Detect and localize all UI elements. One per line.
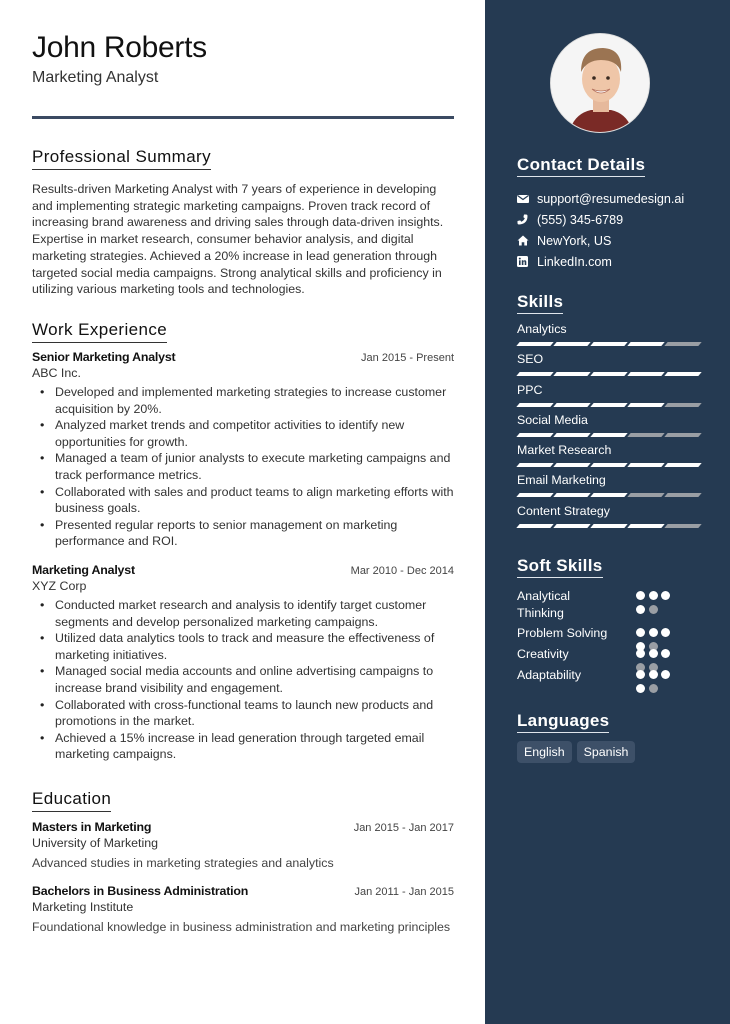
skill-level-segment <box>553 342 590 346</box>
skill-level-segment <box>516 403 553 407</box>
skill-level-segment <box>553 372 590 376</box>
candidate-title: Marketing Analyst <box>32 69 159 86</box>
job-bullet: • Utilized data analytics tools to track and measure the effectiveness of marketing initiatives. <box>32 630 454 663</box>
skill-item <box>517 322 702 352</box>
skill-level-segment <box>590 493 627 497</box>
summary-text: Results-driven Marketing Analyst with 7 years of experience in developing and implementing strategic marketing campaigns. Proven track record of increasing brand awareness and driving sales through data-driven insights. Expertise in market research, consumer behavior analysis, and digital marketing strategies. Achieved a 20% increase in lead generation through targeted social media campaigns. Strong analytical skills and proficiency in utilizing various marketing tools and technologies. <box>32 182 444 297</box>
job-bullet: • Collaborated with sales and product teams to align marketing efforts with business goals. <box>32 484 454 517</box>
skill-level-segment <box>664 342 701 346</box>
profile-photo <box>550 33 650 133</box>
rating-dot <box>636 591 645 600</box>
skill-item <box>517 383 702 413</box>
education-dates: Jan 2011 - Jan 2015 <box>354 886 454 898</box>
home-icon <box>517 235 537 246</box>
contact-linkedin-text: LinkedIn.com <box>537 254 612 269</box>
skill-level-bar <box>517 403 702 407</box>
skill-name: Market Research <box>517 443 612 458</box>
job-title: Senior Marketing Analyst <box>32 350 176 364</box>
education-entry <box>32 884 454 936</box>
soft-skill-rating <box>636 589 686 617</box>
language-chip: English <box>517 741 572 763</box>
header-divider <box>32 116 454 119</box>
skill-item <box>517 443 702 473</box>
envelope-icon <box>517 194 537 204</box>
skill-name: SEO <box>517 352 544 367</box>
rating-dot <box>661 670 670 679</box>
job-entry <box>32 350 454 550</box>
languages-heading: Languages <box>517 711 609 733</box>
rating-dot <box>636 649 645 658</box>
skill-level-bar <box>517 342 702 346</box>
education-description: Foundational knowledge in business administration and marketing principles <box>32 920 451 934</box>
language-chip: Spanish <box>577 741 636 763</box>
soft-skill-item <box>517 625 702 646</box>
contact-heading: Contact Details <box>517 155 645 177</box>
skill-level-segment <box>516 463 553 467</box>
skill-level-segment <box>590 372 627 376</box>
contact-location <box>517 230 684 251</box>
job-bullet: • Managed social media accounts and online advertising campaigns to increase brand visibility and engagement. <box>32 663 454 696</box>
skills-heading: Skills <box>517 292 563 314</box>
soft-skill-item <box>517 646 702 667</box>
job-bullets <box>32 597 454 763</box>
languages-list <box>517 741 635 763</box>
skill-item <box>517 413 702 443</box>
contact-linkedin[interactable] <box>517 251 684 272</box>
skill-level-segment <box>516 342 553 346</box>
skill-level-segment <box>627 493 664 497</box>
avatar-illustration-icon <box>551 34 650 133</box>
job-bullet: • Developed and implemented marketing strategies to increase customer acquisition by 20%. <box>32 384 454 417</box>
summary-heading: Professional Summary <box>32 147 211 170</box>
soft-skills-heading: Soft Skills <box>517 556 603 578</box>
linkedin-icon <box>517 256 537 267</box>
education-entry <box>32 820 454 872</box>
skill-level-segment <box>516 433 553 437</box>
phone-icon <box>517 214 537 225</box>
contact-phone-text: (555) 345-6789 <box>537 212 624 227</box>
soft-skill-rating <box>636 668 686 696</box>
rating-dot <box>636 605 645 614</box>
soft-skills-list <box>517 588 702 688</box>
job-entry <box>32 563 454 763</box>
skill-level-segment <box>516 372 553 376</box>
job-dates: Jan 2015 - Present <box>361 352 454 364</box>
education-heading: Education <box>32 789 111 812</box>
skill-level-bar <box>517 463 702 467</box>
degree: Bachelors in Business Administration <box>32 884 249 898</box>
skill-level-segment <box>664 524 701 528</box>
contact-email[interactable] <box>517 188 684 209</box>
skill-level-segment <box>553 524 590 528</box>
job-bullet: • Conducted market research and analysis to identify target customer segments and develop personalized marketing campaigns. <box>32 597 454 630</box>
skill-level-segment <box>553 403 590 407</box>
skill-level-segment <box>516 493 553 497</box>
job-bullet: • Collaborated with cross-functional teams to launch new products and promotions in the market. <box>32 697 454 730</box>
rating-dot <box>661 628 670 637</box>
skill-name: Email Marketing <box>517 473 606 488</box>
school: University of Marketing <box>32 836 159 850</box>
skill-level-segment <box>516 524 553 528</box>
education-description: Advanced studies in marketing strategies and analytics <box>32 856 334 870</box>
rating-dot <box>661 649 670 658</box>
skill-level-segment <box>664 403 701 407</box>
skill-level-segment <box>627 403 664 407</box>
degree: Masters in Marketing <box>32 820 152 834</box>
skill-level-segment <box>664 493 701 497</box>
skill-level-segment <box>664 433 701 437</box>
skill-level-segment <box>590 433 627 437</box>
soft-skill-name: Creativity <box>517 647 569 661</box>
job-bullets <box>32 384 454 550</box>
job-company: XYZ Corp <box>32 579 87 593</box>
contact-phone[interactable] <box>517 209 684 230</box>
job-dates: Mar 2010 - Dec 2014 <box>350 565 454 577</box>
job-company: ABC Inc. <box>32 366 81 380</box>
rating-dot <box>661 591 670 600</box>
skill-item <box>517 504 702 534</box>
job-bullet: • Presented regular reports to senior management on marketing performance and ROI. <box>32 517 454 550</box>
rating-dot <box>636 670 645 679</box>
skill-level-bar <box>517 524 702 528</box>
skill-level-segment <box>590 403 627 407</box>
skill-level-bar <box>517 433 702 437</box>
skill-level-segment <box>627 372 664 376</box>
skill-level-segment <box>664 463 701 467</box>
soft-skill-name: Analytical Thinking <box>517 589 571 620</box>
skill-name: Analytics <box>517 322 567 336</box>
skill-name: PPC <box>517 382 543 397</box>
rating-dot <box>636 628 645 637</box>
rating-dot <box>649 591 658 600</box>
school: Marketing Institute <box>32 900 134 914</box>
skill-item <box>517 473 702 503</box>
job-bullet: • Achieved a 15% increase in lead generation through targeted email marketing campaigns. <box>32 730 454 763</box>
soft-skill-item <box>517 667 702 688</box>
skill-level-segment <box>553 463 590 467</box>
skill-level-segment <box>627 342 664 346</box>
skill-level-segment <box>590 524 627 528</box>
rating-dot <box>636 684 645 693</box>
skill-item <box>517 352 702 382</box>
skill-level-segment <box>627 433 664 437</box>
skill-name: Social Media <box>517 412 588 427</box>
skill-level-segment <box>590 342 627 346</box>
rating-dot <box>649 605 658 614</box>
education-dates: Jan 2015 - Jan 2017 <box>353 822 454 834</box>
experience-heading: Work Experience <box>32 320 167 343</box>
candidate-name: John Roberts <box>32 31 207 64</box>
skill-level-bar <box>517 372 702 376</box>
skill-level-segment <box>553 493 590 497</box>
rating-dot <box>649 684 658 693</box>
skill-level-segment <box>664 372 701 376</box>
soft-skill-item <box>517 588 702 625</box>
job-bullet: • Analyzed market trends and competitor activities to identify new opportunities for growth. <box>32 417 454 450</box>
rating-dot <box>649 649 658 658</box>
skill-level-segment <box>590 463 627 467</box>
contact-email-text: support@resumedesign.ai <box>537 191 685 206</box>
skill-name: Content Strategy <box>517 503 610 518</box>
skill-level-segment <box>627 463 664 467</box>
contact-list <box>517 188 684 272</box>
rating-dot <box>649 628 658 637</box>
soft-skill-name: Adaptability <box>517 668 582 682</box>
contact-location-text: NewYork, US <box>537 233 612 248</box>
rating-dot <box>649 670 658 679</box>
skill-level-segment <box>627 524 664 528</box>
skills-list <box>517 322 702 534</box>
job-bullet: • Managed a team of junior analysts to execute marketing campaigns and track performance metrics. <box>32 450 454 483</box>
skill-level-bar <box>517 493 702 497</box>
soft-skill-name: Problem Solving <box>517 626 608 640</box>
job-title: Marketing Analyst <box>32 563 135 577</box>
skill-level-segment <box>553 433 590 437</box>
